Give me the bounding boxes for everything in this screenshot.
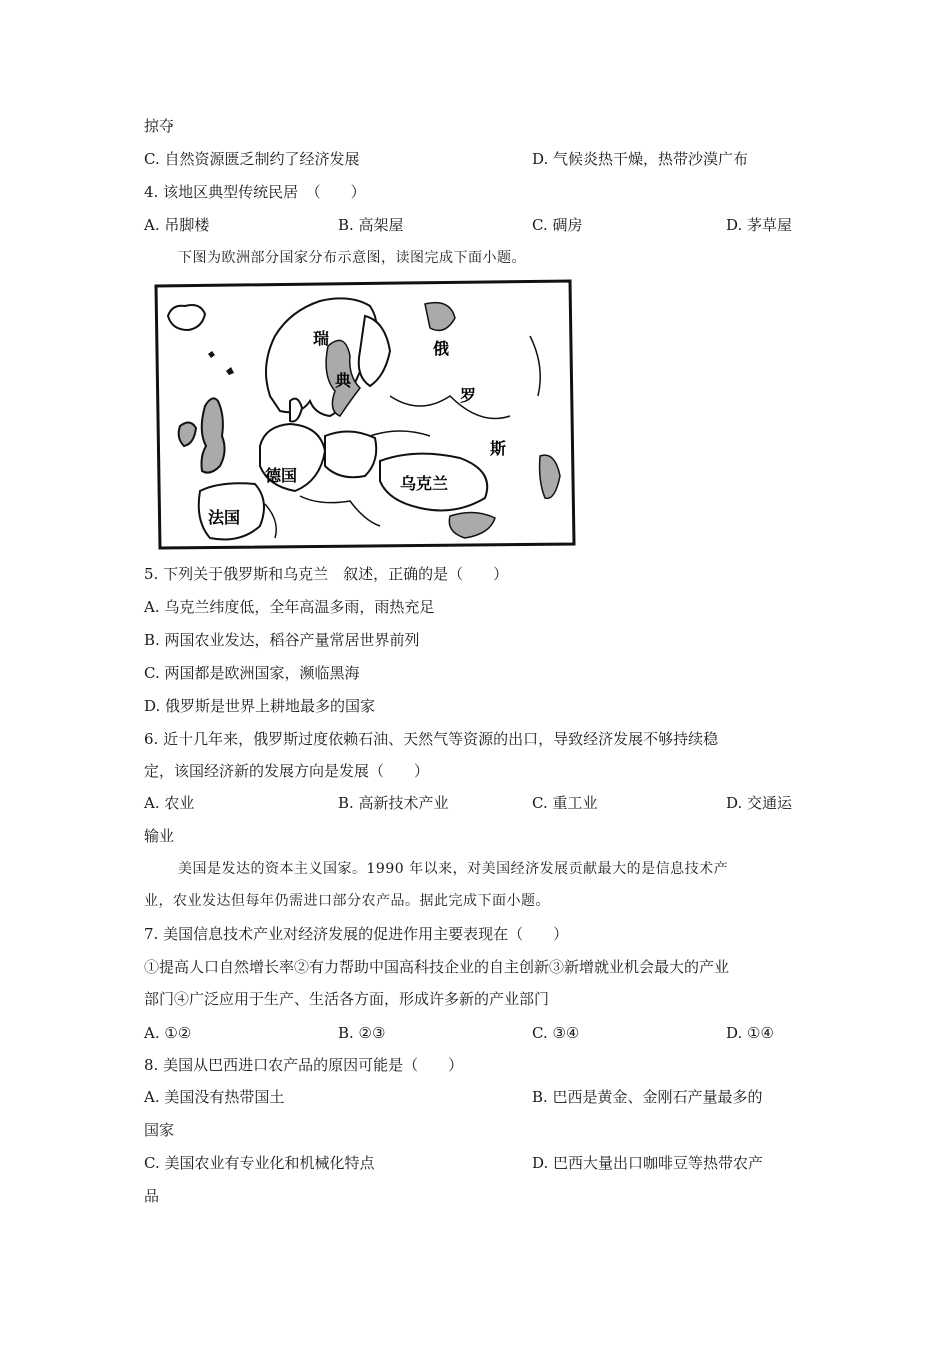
map-label-russia: 斯 <box>490 439 507 458</box>
text-line: 掠夺 <box>144 117 175 135</box>
question-8: 8. 美国从巴西进口农产品的原因可能是（ ） <box>144 1056 464 1074</box>
statement-line: ①提高人口自然增长率②有力帮助中国高科技企业的自主创新③新增就业机会最大的产业 <box>144 958 730 976</box>
map-label-sweden: 典 <box>335 371 352 390</box>
option-d: D. 交通运 <box>726 794 793 812</box>
option-b: B. ②③ <box>338 1024 386 1042</box>
question-5: 5. 下列关于俄罗斯和乌克兰 叙述，正确的是（ ） <box>144 565 509 583</box>
option-b-cont: 国家 <box>144 1121 175 1139</box>
question-6: 6. 近十几年来，俄罗斯过度依赖石油、天然气等资源的出口，导致经济发展不够持续稳 <box>144 730 719 748</box>
intro-text-cont: 业，农业发达但每年仍需进口部分农产品。据此完成下面小题。 <box>144 893 550 909</box>
option-c: C. 美国农业有专业化和机械化特点 <box>144 1154 375 1172</box>
option-d: D. 巴西大量出口咖啡豆等热带农产 <box>532 1154 764 1172</box>
option-d-cont: 品 <box>144 1187 160 1205</box>
intro-text: 美国是发达的资本主义国家。1990 年以来，对美国经济发展贡献最大的是信息技术产 <box>178 861 729 877</box>
option-c: C. ③④ <box>532 1024 580 1042</box>
option-b: B. 高新技术产业 <box>338 794 449 812</box>
europe-map <box>150 276 580 550</box>
option-b: B. 巴西是黄金、金刚石产量最多的 <box>532 1088 763 1106</box>
option-c: C. 两国都是欧洲国家，濒临黑海 <box>144 664 360 682</box>
intro-text: 下图为欧洲部分国家分布示意图，读图完成下面小题。 <box>178 250 526 266</box>
question-7: 7. 美国信息技术产业对经济发展的促进作用主要表现在（ ） <box>144 925 569 943</box>
option-a: A. 乌克兰纬度低，全年高温多雨，雨热充足 <box>144 598 435 616</box>
option-a: A. 吊脚楼 <box>144 216 210 234</box>
map-label-france: 法国 <box>208 508 241 527</box>
option-c: C. 碉房 <box>532 216 583 234</box>
option-b: B. 两国农业发达，稻谷产量常居世界前列 <box>144 631 420 649</box>
option-a: A. 美国没有热带国土 <box>144 1088 285 1106</box>
option-b: B. 高架屋 <box>338 216 404 234</box>
option-d: D. 茅草屋 <box>726 216 793 234</box>
option-c: C. 重工业 <box>532 794 598 812</box>
option-a: A. 农业 <box>144 794 195 812</box>
map-label-germany: 德国 <box>265 466 298 485</box>
option-d-cont: 输业 <box>144 827 175 845</box>
option-c: C. 自然资源匮乏制约了经济发展 <box>144 150 360 168</box>
map-label-russia: 俄 <box>433 339 450 358</box>
option-d: D. 俄罗斯是世界上耕地最多的国家 <box>144 697 376 715</box>
option-d: D. ①④ <box>726 1024 774 1042</box>
option-d: D. 气候炎热干燥，热带沙漠广布 <box>532 150 749 168</box>
option-a: A. ①② <box>144 1024 192 1042</box>
statement-line: 部门④广泛应用于生产、生活各方面，形成许多新的产业部门 <box>144 990 550 1008</box>
question-4: 4. 该地区典型传统民居 （ ） <box>144 183 366 201</box>
question-6-cont: 定，该国经济新的发展方向是发展（ ） <box>144 762 430 780</box>
map-label-russia: 罗 <box>460 386 477 405</box>
map-label-ukraine: 乌克兰 <box>400 474 449 493</box>
map-label-sweden: 瑞 <box>313 329 330 348</box>
